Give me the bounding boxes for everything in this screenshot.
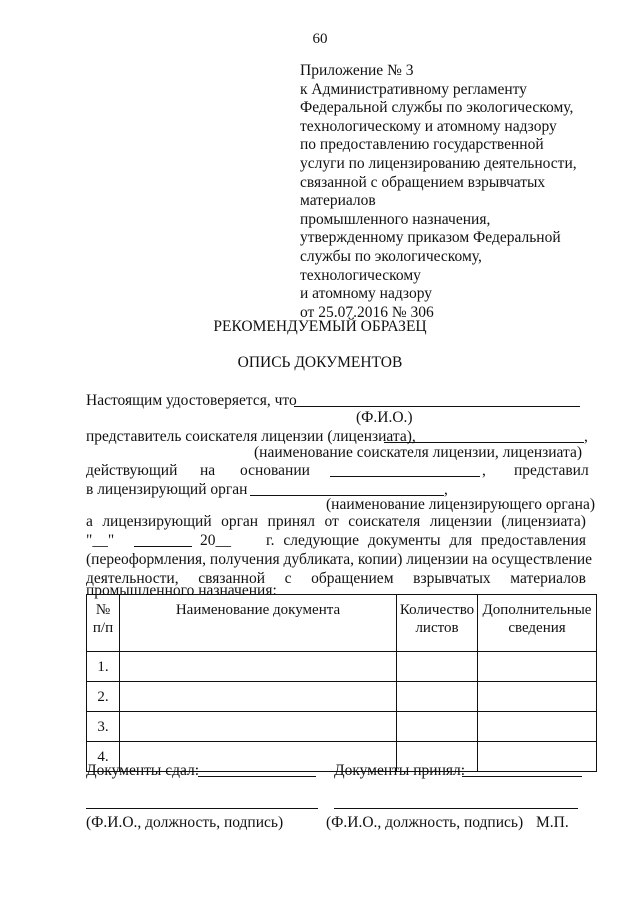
appendix-block [300, 62, 577, 322]
appendix-line: связанной с обращением взрывчатых [300, 173, 546, 191]
appendix-line: материалов [300, 192, 376, 210]
sheet-count-cell[interactable] [397, 712, 478, 742]
word: лицензии [429, 513, 492, 530]
word: а [86, 513, 93, 530]
row-number: 1. [87, 652, 120, 682]
year-field: 20__ [200, 532, 231, 549]
word: (лицензиата) [501, 513, 586, 530]
fio-underline [294, 406, 580, 407]
word: взрывчатых [413, 570, 491, 587]
table-row [87, 652, 597, 682]
appendix-line: Приложение № 3 [300, 62, 414, 79]
appendix-line: промышленного назначения, [300, 210, 491, 228]
right-signature-caption: (Ф.И.О., должность, подпись) [326, 814, 524, 831]
following-docs-line [266, 532, 586, 550]
table-row [87, 682, 597, 712]
appendix-line: технологическому [300, 266, 421, 284]
word: соискателя [348, 513, 421, 530]
license-purpose-line: (переоформления, получения дубликата, копии) лицензии на осуществление [86, 551, 593, 568]
certify-label: Настоящим удостоверяется, что [86, 392, 297, 409]
heading-inventory: ОПИСЬ ДОКУМЕНТОВ [237, 354, 403, 371]
appendix-line: по предоставлению государственной [300, 136, 544, 154]
row-number: 4. [87, 742, 120, 772]
header-additional-info: Дополнительные сведения [478, 595, 597, 652]
submitted-underline [198, 776, 316, 777]
left-signature-line [86, 808, 318, 809]
appendix-line: Федеральной службы по экологическому, [300, 99, 574, 117]
word: следующие [283, 532, 359, 549]
left-signature-caption: (Ф.И.О., должность, подпись) [86, 814, 284, 831]
month-underline [134, 546, 192, 547]
seal-label: М.П. [536, 814, 569, 831]
word: материалов [510, 570, 586, 587]
word: принял [267, 513, 316, 530]
submitted-word: представил [514, 462, 589, 479]
doc-name-cell[interactable] [120, 712, 397, 742]
submitted-label: Документы сдал: [86, 762, 200, 779]
representative-label: представитель соискателя лицензии (лицензиата), [86, 428, 416, 445]
word: связанной [198, 570, 265, 587]
on-word: на [200, 462, 216, 479]
header-doc-name: Наименование документа [120, 595, 397, 652]
additional-info-cell[interactable] [478, 742, 597, 772]
right-signature-line [334, 808, 578, 809]
doc-name-cell[interactable] [120, 652, 397, 682]
word: с [284, 570, 292, 587]
doc-name-cell[interactable] [120, 682, 397, 712]
header-number: № п/п [87, 595, 120, 652]
additional-info-cell[interactable] [478, 652, 597, 682]
page-number: 60 [312, 31, 328, 47]
word: от [324, 513, 339, 530]
row-number: 2. [87, 682, 120, 712]
authority-caption: (наименование лицензирующего органа) [326, 496, 595, 513]
basis-underline [330, 476, 480, 477]
appendix-line: к Административному регламенту [300, 80, 527, 98]
word: для [449, 532, 473, 549]
basis-word: основании [240, 462, 310, 479]
appendix-line: службы по экологическому, [300, 247, 482, 265]
additional-info-cell[interactable] [478, 682, 597, 712]
appendix-line: утвержденному приказом Федеральной [300, 229, 561, 247]
word: обращением [311, 570, 394, 587]
acting-word: действующий [86, 462, 178, 479]
appendix-line: услуги по лицензированию деятельности, [300, 154, 577, 172]
header-sheet-count: Количество листов [397, 595, 478, 652]
table-header-row [87, 595, 597, 652]
row-number: 3. [87, 712, 120, 742]
word: документы [367, 532, 441, 549]
word: лицензирующий [102, 513, 212, 530]
appendix-line: и атомному надзору [300, 285, 432, 303]
appendix-line: технологическому и атомному надзору [300, 117, 557, 135]
sheet-count-cell[interactable] [397, 682, 478, 712]
comma: , [584, 428, 588, 445]
table-row [87, 712, 597, 742]
comma: , [482, 462, 486, 479]
documents-table [86, 594, 597, 772]
day-quotes: "__" [86, 532, 115, 549]
fio-caption: (Ф.И.О.) [356, 409, 413, 426]
comma: , [444, 481, 448, 498]
word: предоставления [481, 532, 586, 549]
received-underline [462, 776, 582, 777]
word: деятельности, [86, 570, 179, 587]
received-label: Документы принял: [334, 762, 466, 779]
sheet-count-cell[interactable] [397, 652, 478, 682]
word: г. [266, 532, 275, 549]
appendix-line: от 25.07.2016 № 306 [300, 303, 434, 321]
applicant-caption: (наименование соискателя лицензии, лицензиата) [254, 444, 583, 461]
heading-sample: РЕКОМЕНДУЕМЫЙ ОБРАЗЕЦ [213, 318, 427, 335]
representative-underline [384, 442, 584, 443]
authority-label: в лицензирующий орган [86, 481, 248, 498]
additional-info-cell[interactable] [478, 712, 597, 742]
industrial-purpose-line: промышленного назначения: [86, 582, 277, 599]
word: орган [221, 513, 259, 530]
accepted-line [86, 513, 586, 531]
